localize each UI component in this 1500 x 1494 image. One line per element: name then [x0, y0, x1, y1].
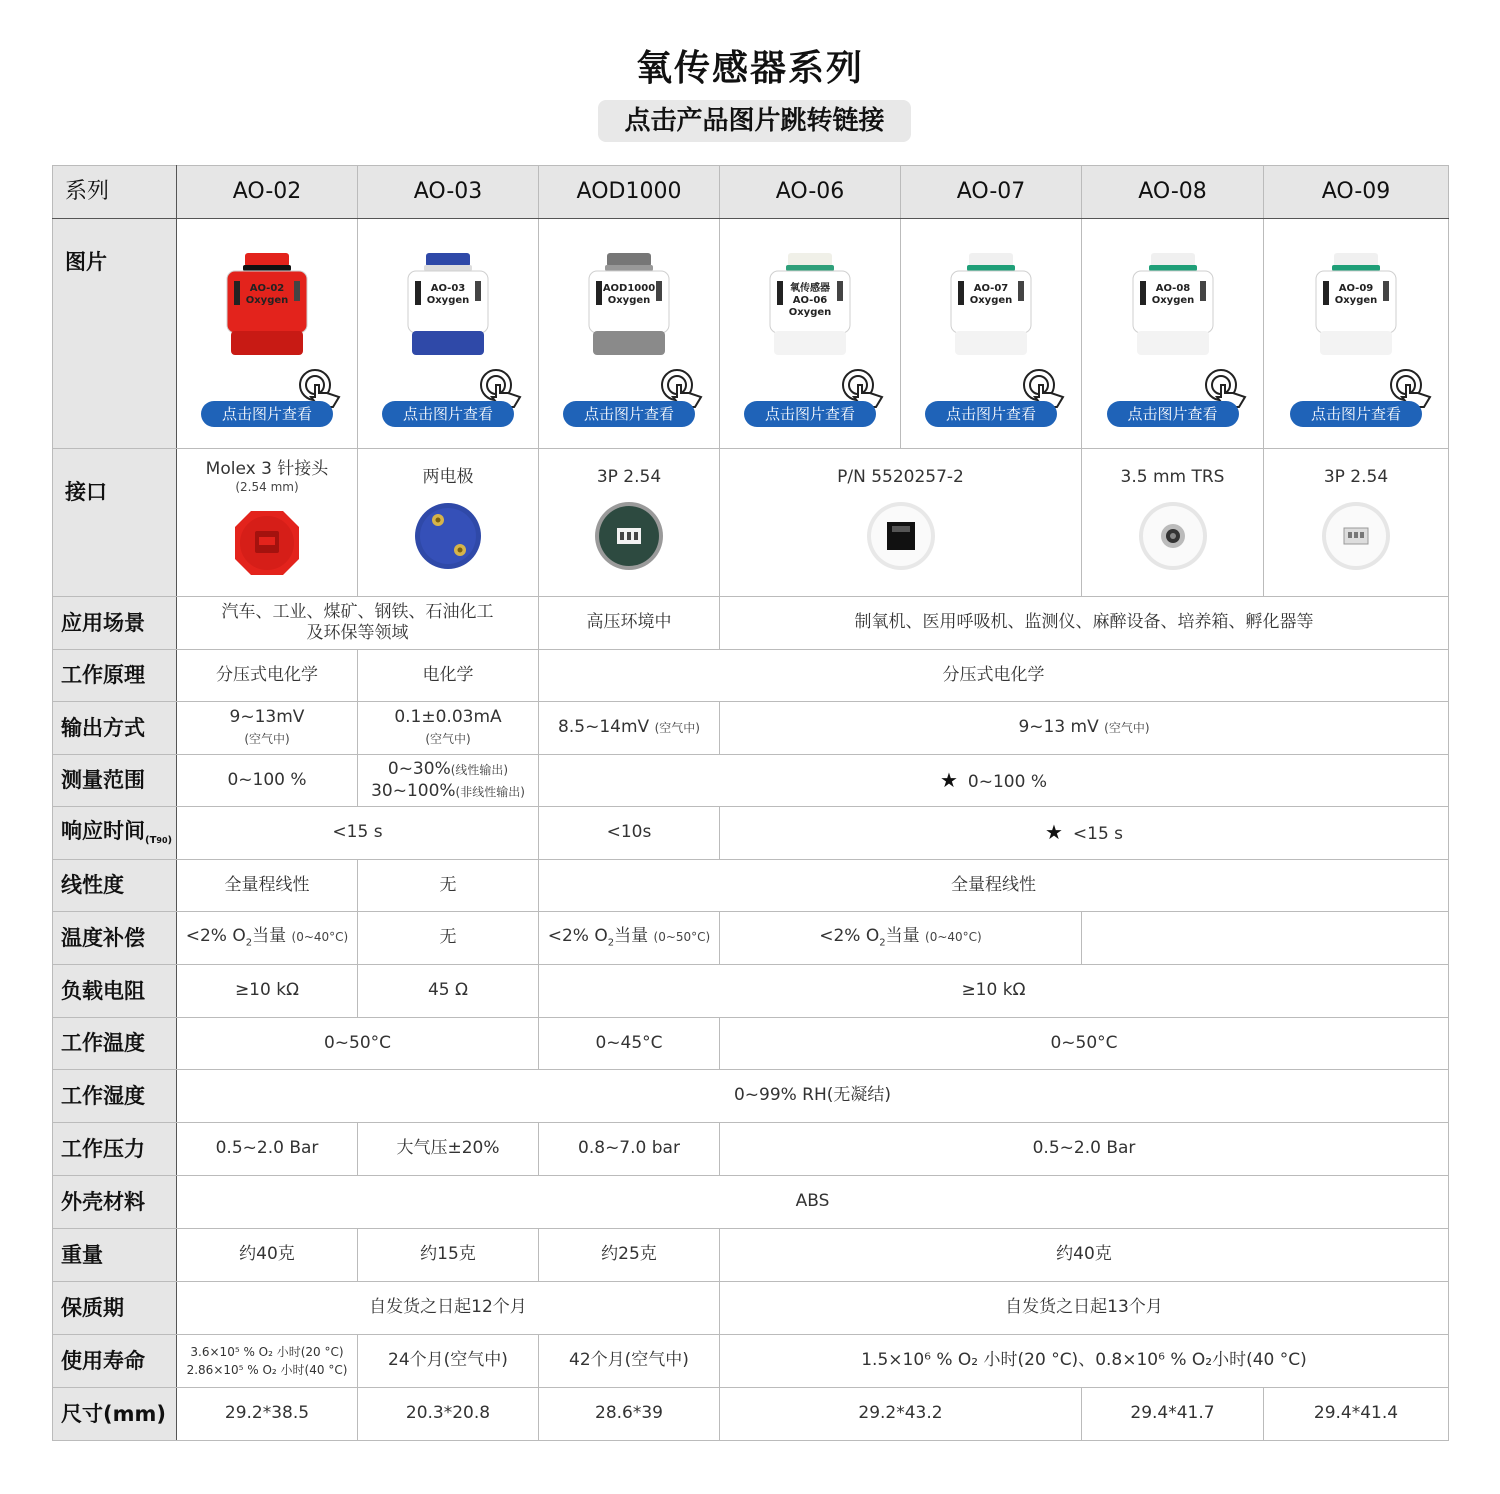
svg-text:AO-06: AO-06 [792, 294, 828, 306]
product-card[interactable] [360, 221, 536, 447]
svg-text:AO-03: AO-03 [430, 282, 466, 294]
svg-text:AOD1000: AOD1000 [602, 282, 656, 294]
cell-text: ≥10 kΩ [177, 965, 358, 1018]
svg-text:AO-07: AO-07 [973, 282, 1009, 294]
cell-text: 分压式电化学 [539, 650, 1449, 702]
cell-text: 3.6×10⁵ % O₂ 小时(20 °C) [190, 1345, 344, 1359]
3p-connector-icon [593, 500, 665, 572]
svg-text:Oxygen: Oxygen [607, 294, 651, 306]
cell-text: 42个月(空气中) [539, 1335, 720, 1388]
interface-row [53, 449, 1449, 597]
cell-sub: 2 [879, 937, 886, 949]
row-label: 线性度 [53, 860, 177, 912]
row-label: 输出方式 [53, 702, 177, 755]
product-card[interactable] [903, 221, 1079, 447]
spec-table [52, 165, 1449, 1441]
sensor-image[interactable] [936, 251, 1046, 371]
cell-text: 45 Ω [358, 965, 539, 1018]
header-row [53, 166, 1449, 219]
svg-text:Oxygen: Oxygen [1334, 294, 1378, 306]
cell-text: 0.5~2.0 Bar [177, 1123, 358, 1176]
cell-note: (0~40°C) [291, 930, 349, 945]
row-label: 使用寿命 [53, 1335, 177, 1388]
cell-text: 29.2*43.2 [720, 1388, 1082, 1441]
star-icon: ★ [1044, 820, 1063, 845]
load-row [53, 965, 1449, 1018]
cell-text: <2% O [547, 926, 608, 947]
interface-subtext: (2.54 mm) [235, 479, 299, 494]
cell-note: (空气中) [244, 732, 290, 746]
page-subtitle[interactable]: 点击产品图片跳转链接 [598, 100, 911, 142]
trs-jack-icon [1137, 500, 1209, 572]
cell-text: 约25克 [539, 1229, 720, 1282]
cell-note: (空气中) [654, 721, 700, 736]
row-label: 测量范围 [53, 755, 177, 807]
image-row [53, 219, 1449, 449]
cell-sub: 2 [245, 937, 253, 949]
cell-text: <2% O [185, 926, 246, 947]
range-row [53, 755, 1449, 807]
row-label: 尺寸(mm) [53, 1388, 177, 1441]
cell-note: (0~50°C) [653, 930, 711, 945]
cell-text: 当量 [885, 926, 920, 947]
model-name: AO-06 [720, 166, 901, 219]
temp-comp-row [53, 912, 1449, 965]
product-card[interactable] [1084, 221, 1261, 447]
weight-row [53, 1229, 1449, 1282]
interface-text: 两电极 [422, 466, 474, 487]
rj-connector-icon [865, 500, 937, 572]
model-name: AO-09 [1264, 166, 1449, 219]
row-label: 系列 [53, 166, 177, 219]
cell-text: 29.4*41.7 [1082, 1388, 1264, 1441]
svg-text:AO-09: AO-09 [1338, 282, 1374, 294]
cell-text: 全量程线性 [539, 860, 1449, 912]
cell-text: 0~50°C [720, 1018, 1449, 1070]
cell-note: (空气中) [1104, 721, 1150, 736]
cell-text: 0.1±0.03mA [394, 706, 502, 727]
model-name: AO-03 [358, 166, 539, 219]
sensor-image[interactable] [1118, 251, 1228, 371]
svg-text:Oxygen: Oxygen [245, 294, 289, 306]
cell-text: 全量程线性 [177, 860, 358, 912]
cell-text: 高压环境中 [539, 597, 720, 650]
product-card[interactable] [722, 221, 898, 447]
svg-text:AO-08: AO-08 [1155, 282, 1190, 294]
sensor-image[interactable] [1301, 251, 1411, 371]
row-label: 负载电阻 [53, 965, 177, 1018]
row-label: 工作原理 [53, 650, 177, 702]
cell-text: 9~13 mV [1018, 717, 1099, 738]
cell-text: 自发货之日起13个月 [720, 1282, 1449, 1335]
response-row [53, 807, 1449, 860]
cell-text: 0~99% RH(无凝结) [177, 1070, 1449, 1123]
cell-note: (非线性输出) [455, 784, 525, 799]
row-label: 响应时间 [61, 819, 145, 844]
application-row [53, 597, 1449, 650]
cell-text: 当量 [614, 926, 649, 947]
cell-text: ≥10 kΩ [539, 965, 1449, 1018]
cell-text: 20.3*20.8 [358, 1388, 539, 1441]
cell-text: 2.86×10⁵ % O₂ 小时(40 °C) [186, 1363, 348, 1377]
interface-text: Molex 3 针接头 [205, 458, 329, 479]
row-label-sub: (T [145, 835, 157, 847]
view-image-button[interactable]: 点击图片查看 [563, 401, 695, 427]
sensor-image[interactable] [393, 251, 503, 371]
row-label: 工作压力 [53, 1123, 177, 1176]
cell-text: 自发货之日起12个月 [177, 1282, 720, 1335]
two-electrode-icon [412, 500, 484, 572]
3p-connector-icon [1320, 500, 1392, 572]
cell-text: 29.2*38.5 [177, 1388, 358, 1441]
view-image-button[interactable]: 点击图片查看 [1290, 401, 1422, 427]
cell-note: (线性输出) [450, 763, 509, 778]
row-label: 工作温度 [53, 1018, 177, 1070]
cell-text: 0~100 % [967, 771, 1047, 792]
cell-text: 约40克 [720, 1229, 1449, 1282]
sensor-image[interactable] [574, 251, 684, 371]
cell-text: 及环保等领域 [306, 623, 409, 643]
cell-text: 约15克 [358, 1229, 539, 1282]
linearity-row [53, 860, 1449, 912]
cell-text: 制氧机、医用呼吸机、监测仪、麻醉设备、培养箱、孵化器等 [720, 597, 1449, 650]
cell-text: 电化学 [358, 650, 539, 702]
view-image-button[interactable]: 点击图片查看 [744, 401, 876, 427]
interface-text: 3P 2.54 [596, 466, 662, 487]
cell-text: 0~30% [387, 759, 451, 780]
material-row [53, 1176, 1449, 1229]
cell-text: 0~45°C [539, 1018, 720, 1070]
cell-text: 28.6*39 [539, 1388, 720, 1441]
row-label: 应用场景 [53, 597, 177, 650]
row-label: 接口 [53, 449, 177, 597]
interface-text: 3P 2.54 [1323, 466, 1389, 487]
cell-text: 无 [358, 860, 539, 912]
cell-text: 8.5~14mV [558, 717, 650, 738]
svg-text:AO-02: AO-02 [249, 282, 285, 294]
interface-text: P/N 5520257-2 [837, 466, 964, 487]
row-label: 工作湿度 [53, 1070, 177, 1123]
cell-text: 0~50°C [177, 1018, 539, 1070]
product-card[interactable] [1266, 221, 1446, 447]
cell-text: 0~100 % [177, 755, 358, 807]
output-row [53, 702, 1449, 755]
row-label: 图片 [53, 219, 177, 449]
product-card[interactable] [541, 221, 717, 447]
lifetime-row [53, 1335, 1449, 1388]
cell-text: 29.4*41.4 [1264, 1388, 1449, 1441]
red-connector-icon [231, 507, 303, 579]
row-label: 外壳材料 [53, 1176, 177, 1229]
row-label-sub: 90 [156, 836, 168, 846]
model-name: AO-08 [1082, 166, 1264, 219]
humidity-row [53, 1070, 1449, 1123]
model-name: AO-07 [901, 166, 1082, 219]
row-label: 重量 [53, 1229, 177, 1282]
work-temp-row [53, 1018, 1449, 1070]
star-icon: ★ [939, 767, 958, 792]
cell-text: 24个月(空气中) [358, 1335, 539, 1388]
cell-text: 分压式电化学 [177, 650, 358, 702]
principle-row [53, 650, 1449, 702]
view-image-button[interactable]: 点击图片查看 [382, 401, 514, 427]
cell-note: (空气中) [425, 732, 471, 746]
view-image-button[interactable]: 点击图片查看 [1107, 401, 1239, 427]
cell-text: <15 s [177, 807, 539, 860]
cell-text: 30~100% [371, 780, 456, 801]
warranty-row [53, 1282, 1449, 1335]
cell-text: 当量 [252, 926, 287, 947]
view-image-button[interactable]: 点击图片查看 [201, 401, 333, 427]
cell-text: 大气压±20% [358, 1123, 539, 1176]
view-image-button[interactable]: 点击图片查看 [925, 401, 1057, 427]
cell-note: (0~40°C) [925, 930, 982, 945]
cell-text: <2% O [819, 926, 880, 947]
svg-text:Oxygen: Oxygen [1151, 294, 1194, 306]
row-label: 温度补偿 [53, 912, 177, 965]
cell-sub: 2 [607, 937, 615, 949]
product-card[interactable] [179, 221, 355, 447]
svg-text:Oxygen: Oxygen [426, 294, 470, 306]
cell-text: 1.5×10⁶ % O₂ 小时(20 °C)、0.8×10⁶ % O₂小时(40 °C) [720, 1335, 1449, 1388]
svg-text:Oxygen: Oxygen [788, 306, 832, 318]
model-name: AO-02 [177, 166, 358, 219]
interface-text: 3.5 mm TRS [1120, 466, 1225, 487]
model-name: AOD1000 [539, 166, 720, 219]
page-title: 氧传感器系列 [635, 48, 864, 89]
svg-text:氧传感器: 氧传感器 [790, 282, 830, 294]
svg-text:Oxygen: Oxygen [969, 294, 1013, 306]
row-label: 保质期 [53, 1282, 177, 1335]
cell-text: <10s [539, 807, 720, 860]
cell-text: ABS [177, 1176, 1449, 1229]
cell-text: 约40克 [177, 1229, 358, 1282]
sensor-image[interactable] [755, 251, 865, 371]
cell-text: 无 [358, 912, 539, 965]
size-row [53, 1388, 1449, 1441]
pressure-row [53, 1123, 1449, 1176]
cell-text: <15 s [1072, 824, 1124, 845]
cell-text: 0.8~7.0 bar [539, 1123, 720, 1176]
row-label-sub: ) [167, 835, 173, 847]
cell-text: 汽车、工业、煤矿、钢铁、石油化工 [221, 601, 494, 622]
sensor-image[interactable] [212, 251, 322, 371]
cell-text: 9~13mV [229, 706, 305, 727]
cell-text: 0.5~2.0 Bar [720, 1123, 1449, 1176]
